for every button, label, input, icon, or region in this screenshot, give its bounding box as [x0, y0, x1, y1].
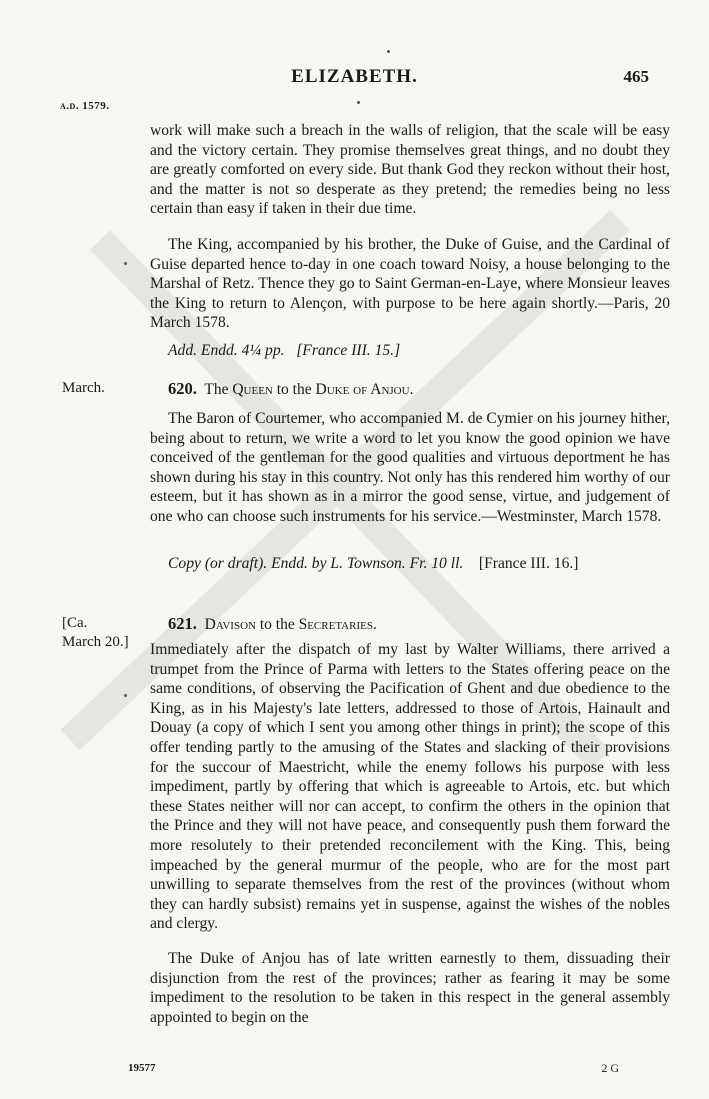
- specks: [387, 50, 390, 53]
- endorsement-note-615: Add. Endd. 4¼ pp. [France III. 15.]: [168, 342, 401, 359]
- specks: [124, 694, 127, 697]
- signature-mark: 2 G: [601, 1061, 619, 1075]
- margin-year: a.d. 1579.: [60, 100, 110, 112]
- page-number: 465: [623, 67, 649, 86]
- entry-heading-620: 620. The Queen to the Duke of Anjou.: [168, 379, 414, 398]
- specks: [124, 262, 127, 265]
- margin-date-621: [Ca. March 20.]: [62, 615, 129, 650]
- entry-heading-621: 621. Davison to the Secretaries.: [168, 614, 377, 633]
- paragraph-davison-letter: Immediately after the dispatch of my last by Walter Williams, there arrived a trumpet from the Prince of Parma with letters to the States offering peace on the same conditions, of observing the Pacification of Ghent and due obedience to the King, as in his Majesty's late letters, addressed to those of Artois, Hainault and Douay (a copy of which I sent you among other things in print); the scope of this offer tending partly to the amusing of the States and slacking of their provisions for the succour of Maestricht, while the enemy follows his purpose with less impediment, partly by offering that which is agreeable to Artois, etc. but which these States neither will nor can accept, to confirm the others in the opinion that the Prince and they will not have peace, and consequently push them forward the more resolutely to their pretended reconcilement with the King. This, being impeached by the general murmur of the people, who are for the most part unwilling to separate themselves from the rest of the provinces (without whom they can hardly subsist) remains yet in suspense, against the wishes of the nobles and clergy.: [150, 641, 670, 933]
- paragraph-duke-anjou: The Duke of Anjou has of late written earnestly to them, dissuading their disjunction from the rest of the provinces; rather as fearing it may be some impediment to the resolution to be taken in this respect in the general assembly appointed to begin on the: [150, 950, 670, 1026]
- continuation-paragraph: work will make such a breach in the walls of religion, that the scale will be easy and the victory certain. They promise themselves great things, and no doubt they are greatly comforted on every side. But thank God they reckon without their host, and the matter is not so desperate as they pretend; the remedies being no less certain than easy if taken in their due time.: [150, 122, 670, 218]
- paragraph-baron-courtemer: The Baron of Courtemer, who accompanied M. de Cymier on his journey hither, being about to return, we write a word to let you know the good opinion we have conceived of the gentleman for the good qualities and virtuous deportment he has shown during his stay in this country. Not only has this rendered him worthy of our esteem, but it has shown as in a mirror the good sense, virtue, and judgement of one who can choose such instruments for his service.—Westminster, March 1578.: [150, 410, 670, 525]
- running-head-title: ELIZABETH.: [291, 66, 418, 87]
- printer-mark: 19577: [128, 1062, 156, 1074]
- specks: [357, 101, 360, 104]
- endorsement-note-620: Copy (or draft). Endd. by L. Townson. Fr. 10 ll. [France III. 16.]: [168, 555, 579, 572]
- margin-date-620: March.: [62, 380, 105, 396]
- paragraph-king-departure: The King, accompanied by his brother, the Duke of Guise, and the Cardinal of Guise departed hence to-day in one coach toward Noisy, a house belonging to the Marshal of Retz. Thence they go to Saint German-en-Laye, where Monsieur leaves the King to return to Alençon, with purpose to be here again shortly.—Paris, 20 March 1578.: [150, 236, 670, 332]
